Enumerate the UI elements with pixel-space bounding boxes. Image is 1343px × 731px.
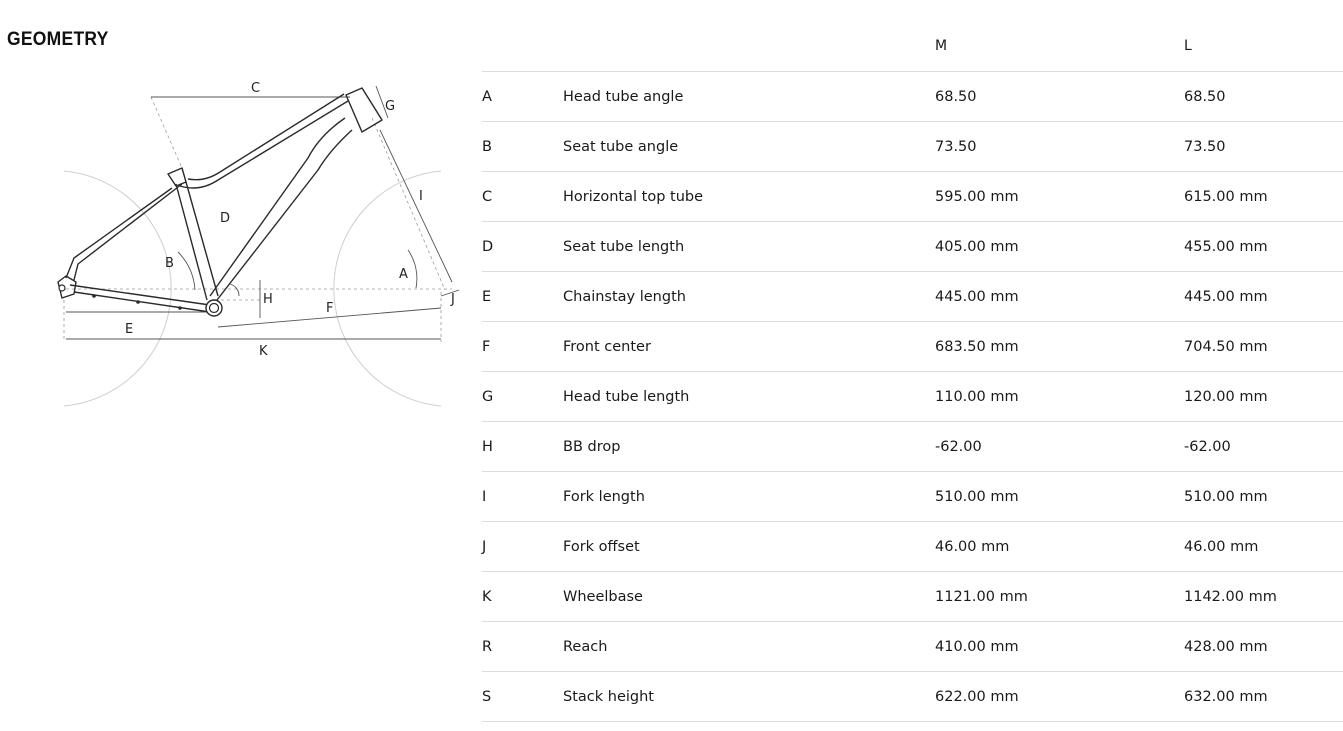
table-row <box>482 672 1343 722</box>
page-title: GEOMETRY <box>7 28 109 50</box>
row-code: S <box>482 672 563 722</box>
row-value-l: 1142.00 mm <box>1184 572 1343 622</box>
label-k: K <box>259 344 268 359</box>
row-code: K <box>482 572 563 622</box>
table-row <box>482 422 1343 472</box>
row-value-m: 510.00 mm <box>935 472 1184 522</box>
table-row <box>482 172 1343 222</box>
table-row <box>482 322 1343 372</box>
row-value-m: -62.00 <box>935 422 1184 472</box>
row-name: Horizontal top tube <box>563 172 935 222</box>
row-value-l: 120.00 mm <box>1184 372 1343 422</box>
row-code: A <box>482 72 563 122</box>
label-e: E <box>125 322 134 337</box>
label-h: H <box>263 292 273 307</box>
column-header-size-m: M <box>935 21 1184 72</box>
row-value-l: 68.50 <box>1184 72 1343 122</box>
row-value-m: 595.00 mm <box>935 172 1184 222</box>
column-header-code <box>482 21 563 72</box>
row-value-m: 110.00 mm <box>935 372 1184 422</box>
row-value-l: 428.00 mm <box>1184 622 1343 672</box>
row-code: R <box>482 622 563 672</box>
table-row <box>482 472 1343 522</box>
row-value-m: 46.00 mm <box>935 522 1184 572</box>
column-header-name <box>563 21 935 72</box>
table-row <box>482 122 1343 172</box>
table-row <box>482 272 1343 322</box>
label-i: I <box>419 189 423 204</box>
row-value-l: 510.00 mm <box>1184 472 1343 522</box>
label-a: A <box>399 267 408 282</box>
row-value-m: 405.00 mm <box>935 222 1184 272</box>
row-code: J <box>482 522 563 572</box>
row-value-l: 455.00 mm <box>1184 222 1343 272</box>
row-code: I <box>482 472 563 522</box>
row-code: C <box>482 172 563 222</box>
row-name: Head tube length <box>563 372 935 422</box>
row-name: Reach <box>563 622 935 672</box>
row-name: Fork length <box>563 472 935 522</box>
table-row <box>482 522 1343 572</box>
front-wheel <box>334 171 441 406</box>
row-value-l: -62.00 <box>1184 422 1343 472</box>
row-value-m: 683.50 mm <box>935 322 1184 372</box>
row-name: BB drop <box>563 422 935 472</box>
table-row <box>482 572 1343 622</box>
row-name: Seat tube length <box>563 222 935 272</box>
geometry-diagram <box>40 60 465 420</box>
label-c: C <box>251 81 261 96</box>
table-header-row <box>482 21 1343 72</box>
table-row <box>482 72 1343 122</box>
row-name: Head tube angle <box>563 72 935 122</box>
row-code: E <box>482 272 563 322</box>
rear-wheel <box>64 171 171 406</box>
row-code: B <box>482 122 563 172</box>
row-value-l: 73.50 <box>1184 122 1343 172</box>
row-name: Wheelbase <box>563 572 935 622</box>
label-d: D <box>220 211 231 226</box>
table-row <box>482 372 1343 422</box>
row-value-m: 68.50 <box>935 72 1184 122</box>
row-name: Front center <box>563 322 935 372</box>
row-code: D <box>482 222 563 272</box>
row-name: Stack height <box>563 672 935 722</box>
table-row <box>482 622 1343 672</box>
row-value-m: 445.00 mm <box>935 272 1184 322</box>
label-b: B <box>165 256 174 271</box>
label-j: J <box>451 292 455 307</box>
row-value-m: 410.00 mm <box>935 622 1184 672</box>
row-name: Seat tube angle <box>563 122 935 172</box>
row-value-l: 445.00 mm <box>1184 272 1343 322</box>
row-name: Fork offset <box>563 522 935 572</box>
row-value-m: 1121.00 mm <box>935 572 1184 622</box>
row-code: H <box>482 422 563 472</box>
row-value-m: 622.00 mm <box>935 672 1184 722</box>
row-value-m: 73.50 <box>935 122 1184 172</box>
column-header-size-l: L <box>1184 21 1343 72</box>
row-name: Chainstay length <box>563 272 935 322</box>
label-g: G <box>385 99 396 114</box>
row-code: F <box>482 322 563 372</box>
geometry-table <box>482 21 1343 722</box>
row-code: G <box>482 372 563 422</box>
label-f: F <box>326 301 334 316</box>
row-value-l: 632.00 mm <box>1184 672 1343 722</box>
table-row <box>482 222 1343 272</box>
row-value-l: 704.50 mm <box>1184 322 1343 372</box>
row-value-l: 46.00 mm <box>1184 522 1343 572</box>
row-value-l: 615.00 mm <box>1184 172 1343 222</box>
